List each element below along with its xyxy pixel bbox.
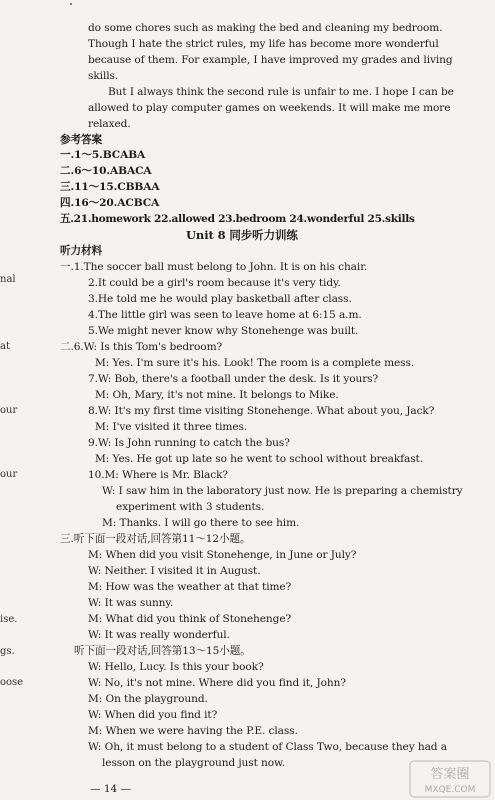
listening-heading: 听力材料 [60, 245, 102, 257]
answer-line: 二.6～10.ABACA [60, 165, 152, 177]
answer-line: 三.11～15.CBBAA [60, 181, 160, 193]
section-instruction: 三.听下面一段对话,回答第11～12小题。 [60, 533, 251, 545]
watermark-logo [409, 760, 491, 798]
listening-line: M: When we were having the P.E. class. [88, 725, 298, 737]
listening-line: W: When did you find it? [88, 709, 218, 721]
listening-line: M: Oh, Mary, it's not mine. It belongs to Mike. [95, 389, 339, 401]
listening-line: 8.W: It's my first time visiting Stonehenge. What about you, Jack? [88, 405, 435, 417]
listening-line: M: On the playground. [88, 693, 208, 705]
listening-line: M: When did you visit Stonehenge, in June or July? [88, 549, 357, 561]
margin-fragment: our [0, 405, 18, 416]
listening-line: experiment with 3 students. [116, 501, 265, 513]
listening-line: W: It was really wonderful. [88, 629, 230, 641]
letter-line: But I always think the second rule is unfair to me. I hope I can be [108, 86, 454, 98]
letter-line: relaxed. [88, 118, 131, 130]
page-number: — 14 — [90, 783, 132, 795]
listening-line: 3.He told me he would play basketball after class. [88, 293, 352, 305]
listening-line: M: I've visited it three times. [95, 421, 248, 433]
margin-fragment: oose [0, 677, 24, 688]
listening-line: M: What did you think of Stonehenge? [88, 613, 292, 625]
listening-line: 4.The little girl was seen to leave home at 6:15 a.m. [88, 309, 362, 321]
listening-line: W: It was sunny. [88, 597, 174, 609]
listening-line: W: Hello, Lucy. Is this your book? [88, 661, 264, 673]
letter-line: allowed to play computer games on weekends. It will make me more [88, 102, 451, 114]
listening-line: W: Neither. I visited it in August. [88, 565, 261, 577]
listening-line: M: How was the weather at that time? [88, 581, 292, 593]
listening-line: M: Thanks. I will go there to see him. [102, 517, 300, 529]
letter-line: Though I hate the strict rules, my life has become more wonderful [88, 38, 439, 50]
listening-line: 7.W: Bob, there's a football under the desk. Is it yours? [88, 373, 379, 385]
section-instruction: 听下面一段对话,回答第13～15小题。 [74, 645, 251, 657]
listening-line: W: No, it's not mine. Where did you find it, John? [88, 677, 346, 689]
listening-line: W: Oh, it must belong to a student of Class Two, because they had a [88, 741, 447, 753]
listening-line: lesson on the playground just now. [102, 757, 286, 769]
answers-heading: 参考答案 [60, 134, 102, 146]
watermark-name: 答案圈 [430, 767, 470, 782]
watermark-url: MXQE.COM [424, 785, 476, 795]
scan-speck [70, 3, 72, 5]
listening-line: 一.1.The soccer ball must belong to John. It is on his chair. [60, 261, 368, 273]
listening-line: 二.6.W: Is this Tom's bedroom? [60, 341, 223, 353]
listening-line: W: I saw him in the laboratory just now. He is preparing a chemistry [102, 485, 463, 497]
answer-line: 五.21.homework 22.allowed 23.bedroom 24.wonderful 25.skills [60, 213, 415, 225]
unit-title: Unit 8 同步听力训练 [186, 228, 298, 242]
listening-line: 10.M: Where is Mr. Black? [88, 469, 229, 481]
listening-line: 5.We might never know why Stonehenge was built. [88, 325, 359, 337]
listening-line: M: Yes. I'm sure it's his. Look! The room is a complete mess. [95, 357, 415, 369]
letter-line: do some chores such as making the bed and cleaning my bedroom. [88, 22, 443, 34]
answer-line: 四.16～20.ACBCA [60, 197, 160, 209]
letter-line: because of them. For example, I have improved my grades and living [88, 54, 453, 66]
margin-fragment: gs. [0, 646, 15, 657]
listening-line: 9.W: Is John running to catch the bus? [88, 437, 290, 449]
listening-line: M: Yes. He got up late so he went to school without breakfast. [95, 453, 423, 465]
margin-fragment: our [0, 469, 18, 480]
answer-line: 一.1～5.BCABA [60, 149, 146, 161]
margin-fragment: nal [0, 274, 16, 285]
listening-line: 2.It could be a girl's room because it's very tidy. [88, 277, 341, 289]
margin-fragment: ise. [0, 614, 18, 625]
margin-fragment: at [0, 341, 10, 352]
letter-line: skills. [88, 70, 119, 82]
